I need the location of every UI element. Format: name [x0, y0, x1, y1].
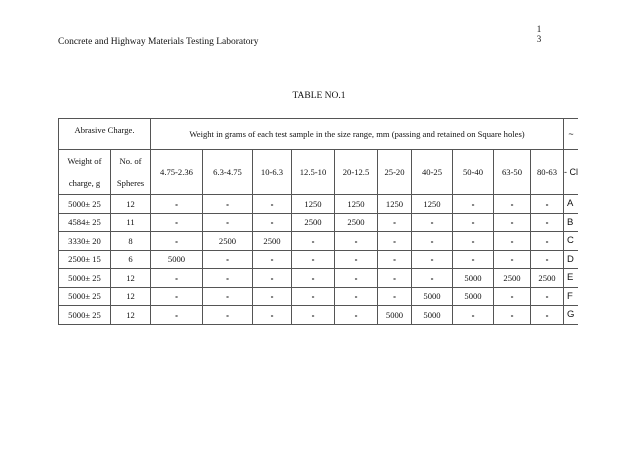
weight-of-charge-line-1: Weight of [67, 156, 102, 166]
lab-header: Concrete and Highway Materials Testing Laboratory [58, 37, 259, 47]
value-cell: 2500 [335, 213, 378, 232]
weight-cell: 5000± 25 [59, 195, 111, 214]
value-cell: - [203, 269, 253, 288]
no-of-spheres-header [111, 150, 151, 195]
value-cell: 1250 [335, 195, 378, 214]
value-cell: - [335, 250, 378, 269]
value-cell: - [335, 306, 378, 325]
grade-cell: G [564, 306, 579, 325]
value-cell: - [292, 269, 335, 288]
value-cell: - [531, 250, 564, 269]
weight-cell: 5000± 25 [59, 306, 111, 325]
spheres-cell: 6 [111, 250, 151, 269]
size-range-header: 4.75-2.36 [151, 150, 203, 195]
table-row [59, 195, 579, 214]
value-cell: - [253, 306, 292, 325]
value-cell: - [151, 269, 203, 288]
value-cell: 2500 [292, 213, 335, 232]
value-cell: - [151, 306, 203, 325]
table-row [59, 213, 579, 232]
value-cell: - [203, 213, 253, 232]
size-range-header: 25-20 [378, 150, 412, 195]
value-cell: - [292, 287, 335, 306]
value-cell: - [253, 269, 292, 288]
table-title: TABLE NO.1 [292, 91, 346, 101]
spheres-cell: 12 [111, 287, 151, 306]
value-cell: - [494, 195, 531, 214]
table-row [59, 250, 579, 269]
value-cell: 1250 [412, 195, 453, 214]
value-cell: - [531, 232, 564, 251]
value-cell: - [453, 232, 494, 251]
value-cell: 5000 [453, 287, 494, 306]
no-of-spheres-line-1: No. of [119, 156, 142, 166]
size-range-header: 20-12.5 [335, 150, 378, 195]
value-cell: - [494, 287, 531, 306]
size-range-header: 6.3-4.75 [203, 150, 253, 195]
spheres-cell: 12 [111, 306, 151, 325]
weight-cell: 2500± 15 [59, 250, 111, 269]
weight-of-charge-line-2: charge, g [68, 178, 101, 188]
value-cell: - [494, 232, 531, 251]
grade-cell: A [564, 195, 579, 214]
abrasive-charge-header: Abrasive Charge. [59, 119, 151, 150]
weight-range-header: Weight in grams of each test sample in the size range, mm (passing and retained on Square holes) [151, 119, 564, 150]
table-row [59, 287, 579, 306]
value-cell: - [203, 287, 253, 306]
weight-cell: 4584± 25 [59, 213, 111, 232]
abrasive-charge-table [58, 118, 578, 325]
value-cell: - [253, 213, 292, 232]
page-number-line-2: 3 [536, 34, 542, 44]
size-range-header: 40-25 [412, 150, 453, 195]
table-row [59, 306, 579, 325]
value-cell: 1250 [378, 195, 412, 214]
size-range-header: 10-6.3 [253, 150, 292, 195]
spheres-cell: 11 [111, 213, 151, 232]
value-cell: - [292, 232, 335, 251]
value-cell: 5000 [378, 306, 412, 325]
value-cell: - [203, 306, 253, 325]
value-cell: - [151, 195, 203, 214]
value-cell: - [453, 195, 494, 214]
weight-cell: 5000± 25 [59, 287, 111, 306]
size-range-header: 50-40 [453, 150, 494, 195]
value-cell: - [453, 306, 494, 325]
page-number [535, 24, 543, 44]
value-cell: - [378, 287, 412, 306]
value-cell: - [378, 232, 412, 251]
value-cell: - [378, 269, 412, 288]
grade-cell: F [564, 287, 579, 306]
value-cell: 2500 [531, 269, 564, 288]
size-range-header: 12.5-10 [292, 150, 335, 195]
value-cell: - [412, 213, 453, 232]
value-cell: - [494, 306, 531, 325]
no-of-spheres-line-2: Spheres [116, 178, 145, 188]
value-cell: 2500 [253, 232, 292, 251]
size-range-header: 63-50 [494, 150, 531, 195]
grade-header-top: ~ [564, 119, 579, 150]
grade-cell: D [564, 250, 579, 269]
value-cell: - [335, 232, 378, 251]
value-cell: - [412, 269, 453, 288]
table-row [59, 269, 579, 288]
value-cell: - [453, 250, 494, 269]
value-cell: - [151, 287, 203, 306]
value-cell: - [203, 195, 253, 214]
value-cell: - [378, 250, 412, 269]
header-row-1 [59, 119, 579, 150]
value-cell: - [151, 232, 203, 251]
spheres-cell: 8 [111, 232, 151, 251]
grade-cell: B [564, 213, 579, 232]
value-cell: - [203, 250, 253, 269]
value-cell: - [335, 269, 378, 288]
grade-header-bottom: - Cl [564, 150, 579, 195]
value-cell: - [531, 195, 564, 214]
value-cell: - [494, 213, 531, 232]
value-cell: - [453, 213, 494, 232]
table-row [59, 232, 579, 251]
spheres-cell: 12 [111, 269, 151, 288]
weight-of-charge-header [59, 150, 111, 195]
spheres-cell: 12 [111, 195, 151, 214]
weight-cell: 3330± 20 [59, 232, 111, 251]
value-cell: - [253, 287, 292, 306]
value-cell: - [531, 287, 564, 306]
value-cell: 5000 [151, 250, 203, 269]
value-cell: - [494, 250, 531, 269]
value-cell: - [292, 250, 335, 269]
value-cell: - [253, 250, 292, 269]
value-cell: 2500 [494, 269, 531, 288]
value-cell: 5000 [412, 287, 453, 306]
value-cell: - [253, 195, 292, 214]
value-cell: 1250 [292, 195, 335, 214]
value-cell: - [335, 287, 378, 306]
value-cell: - [292, 306, 335, 325]
value-cell: 5000 [412, 306, 453, 325]
value-cell: 2500 [203, 232, 253, 251]
grade-cell: C [564, 232, 579, 251]
page-number-line-1: 1 [536, 24, 542, 34]
value-cell: - [412, 232, 453, 251]
weight-cell: 5000± 25 [59, 269, 111, 288]
value-cell: - [531, 306, 564, 325]
size-range-header: 80-63 [531, 150, 564, 195]
value-cell: - [412, 250, 453, 269]
value-cell: - [531, 213, 564, 232]
value-cell: 5000 [453, 269, 494, 288]
value-cell: - [378, 213, 412, 232]
grade-cell: E [564, 269, 579, 288]
value-cell: - [151, 213, 203, 232]
